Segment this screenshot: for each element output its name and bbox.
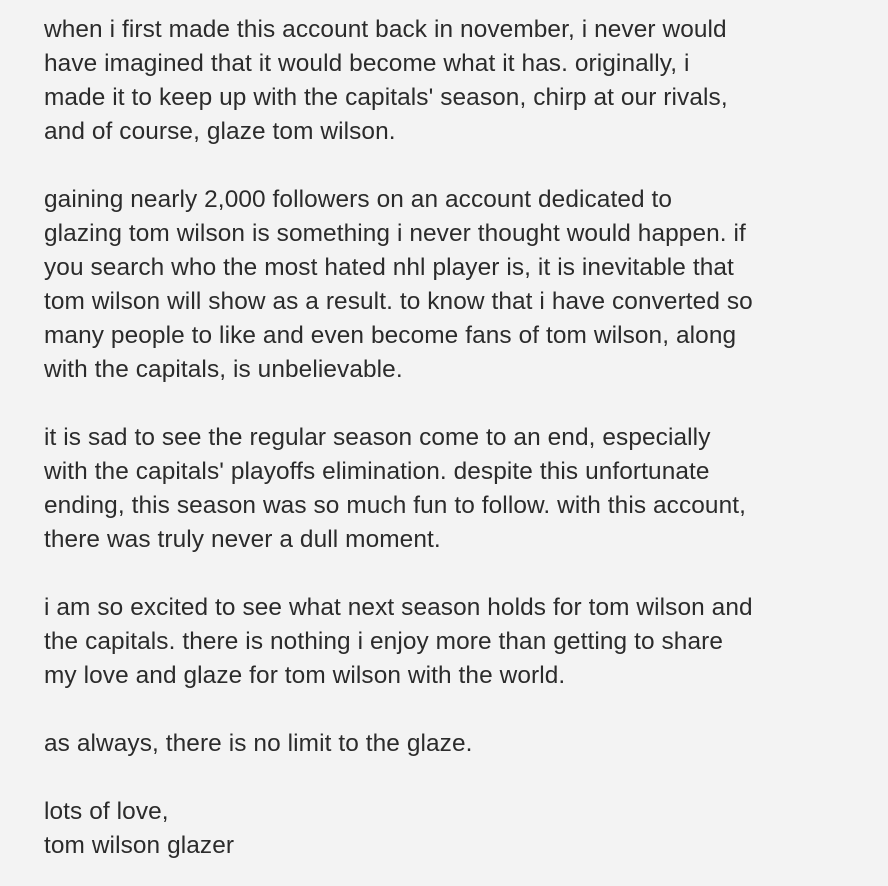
text-line: glazing tom wilson is something i never thought would happen. if [44, 220, 746, 247]
text-line: ending, this season was so much fun to follow. with this account, [44, 492, 747, 519]
text-line: have imagined that it would become what it has. originally, i [44, 50, 690, 77]
text-line: the capitals. there is nothing i enjoy more than getting to share [44, 628, 724, 655]
text-line: as always, there is no limit to the glaze. [44, 730, 473, 757]
text-line: there was truly never a dull moment. [44, 526, 441, 553]
signature [44, 795, 874, 863]
text-line: and of course, glaze tom wilson. [44, 118, 396, 145]
text-line: made it to keep up with the capitals' season, chirp at our rivals, [44, 84, 728, 111]
text-line: with the capitals' playoffs elimination. despite this unfortunate [44, 458, 710, 485]
text-line: gaining nearly 2,000 followers on an account dedicated to [44, 186, 673, 213]
paragraph-intro [44, 13, 874, 149]
note-body [44, 13, 874, 863]
sign-off-line: lots of love, [44, 798, 169, 825]
text-line: many people to like and even become fans of tom wilson, along [44, 322, 737, 349]
text-line: my love and glaze for tom wilson with the world. [44, 662, 566, 689]
paragraph-followers [44, 183, 874, 387]
paragraph-season-end [44, 421, 874, 557]
text-line: when i first made this account back in november, i never would [44, 16, 727, 43]
paragraph-no-limit [44, 727, 874, 761]
text-line: tom wilson will show as a result. to know that i have converted so [44, 288, 753, 315]
text-line: it is sad to see the regular season come to an end, especially [44, 424, 711, 451]
paragraph-next-season [44, 591, 874, 693]
text-line: you search who the most hated nhl player is, it is inevitable that [44, 254, 734, 281]
signature-name: tom wilson glazer [44, 832, 235, 859]
text-line: with the capitals, is unbelievable. [44, 356, 403, 383]
text-line: i am so excited to see what next season holds for tom wilson and [44, 594, 753, 621]
